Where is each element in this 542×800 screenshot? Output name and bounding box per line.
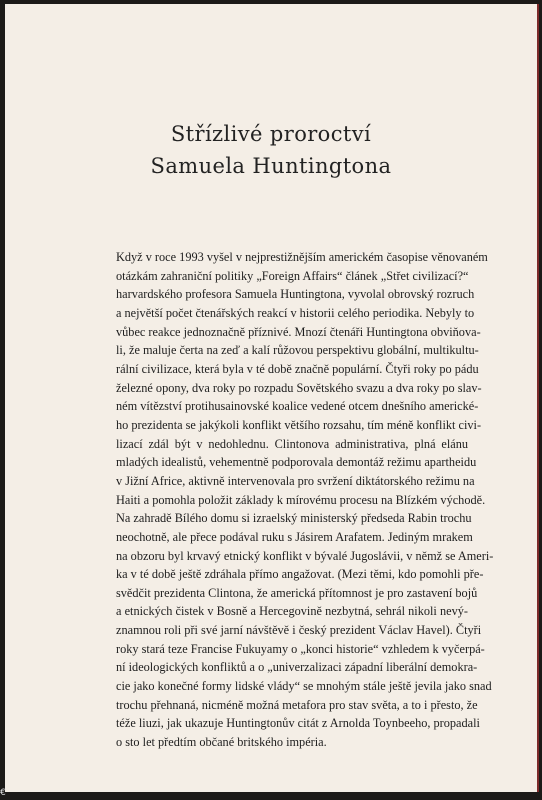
text-line: mladých idealistů, vehementně podporovala demontáž režimu apartheidu — [116, 455, 477, 470]
text-line: Na zahradě Bílého domu si izraelský ministerský předseda Rabin trochu — [116, 511, 472, 526]
text-line: ka v té době ještě zdráhala přímo angažovat. (Mezi těmi, kdo pomohli pře- — [116, 567, 484, 582]
text-line: svědčit prezidenta Clintona, že americká přítomnost je pro zastavení bojů — [116, 585, 478, 600]
text-line: ho prezidenta se jakýkoli konflikt většího rozsahu, tím méně konflikt civi- — [116, 417, 482, 432]
text-line: o sto let předtím občané britského impéria. — [116, 735, 327, 750]
text-line: železné opony, dva roky po rozpadu Sovětského svazu a dva roky po slav- — [116, 380, 482, 395]
text-line: ní ideologických konfliktů a o „univerzalizaci západní liberální demokra- — [116, 660, 478, 675]
text-line: Haiti a pomohla položit základy k mírovému procesu na Blízkém východě. — [116, 492, 486, 507]
book-page — [5, 4, 539, 792]
chapter-title-line-2: Samuela Huntingtona — [150, 154, 392, 178]
body-text — [116, 248, 494, 752]
text-line: otázkám zahraniční politiky „Foreign Affairs“ článek „Střet civilizací?“ — [116, 268, 469, 283]
text-line: a etnických čistek v Bosně a Hercegovině nezbytná, sehrál nikoli nevý- — [116, 604, 468, 619]
text-line: a největší počet čtenářských reakcí v historii celého periodika. Nebyly to — [116, 305, 475, 320]
text-line: ném vítězství protihusainovské koalice vedené otcem dnešního americké- — [116, 399, 479, 414]
text-line: na obzoru byl krvavý etnický konflikt v bývalé Jugoslávii, v němž se Ameri- — [116, 548, 494, 563]
text-line: cie jako konečné formy lidské vlády“ se mnohým stále ještě jevila jako snad — [116, 679, 492, 694]
text-line: lizací zdál být v nedohlednu. Clintonova administrativa, plná elánu — [116, 436, 468, 451]
text-line: vůbec reakce jednoznačně příznivé. Mnozí čtenáři Huntingtona obviňova- — [116, 324, 481, 339]
text-line: neochotně, ale přece podával ruku s Jásirem Arafatem. Jediným mrakem — [116, 529, 473, 544]
text-line: rální civilizace, která byla v té době značně populární. Čtyři roky po pádu — [116, 361, 479, 376]
text-line: harvardského profesora Samuela Huntingtona, vyvolal obrovský rozruch — [116, 287, 475, 302]
text-line: li, že maluje čerta na zeď a kalí růžovou perspektivu globální, multikultu- — [116, 343, 479, 358]
text-line: znamnou roli při své jarní návštěvě i český prezident Václav Havel). Čtyři — [116, 623, 482, 638]
scan-corner-mark: € — [0, 788, 6, 798]
text-line: trochu přehnaná, nicméně možná metafora pro stav světa, a to i přesto, že — [116, 697, 478, 712]
chapter-title-line-1: Střízlivé proroctví — [170, 122, 372, 146]
text-line: Když v roce 1993 vyšel v nejprestižnějším americkém časopise věnovaném — [116, 250, 488, 264]
text-line: v Jižní Africe, aktivně intervenovala pro svržení diktátorského režimu na — [116, 473, 475, 488]
text-line: roky stará teze Francise Fukuyamy o „konci historie“ vzhledem k vyčerpá- — [116, 641, 485, 656]
text-line: téže liuzi, jak ukazuje Huntingtonův citát z Arnolda Toynbeeho, propadali — [116, 716, 480, 731]
